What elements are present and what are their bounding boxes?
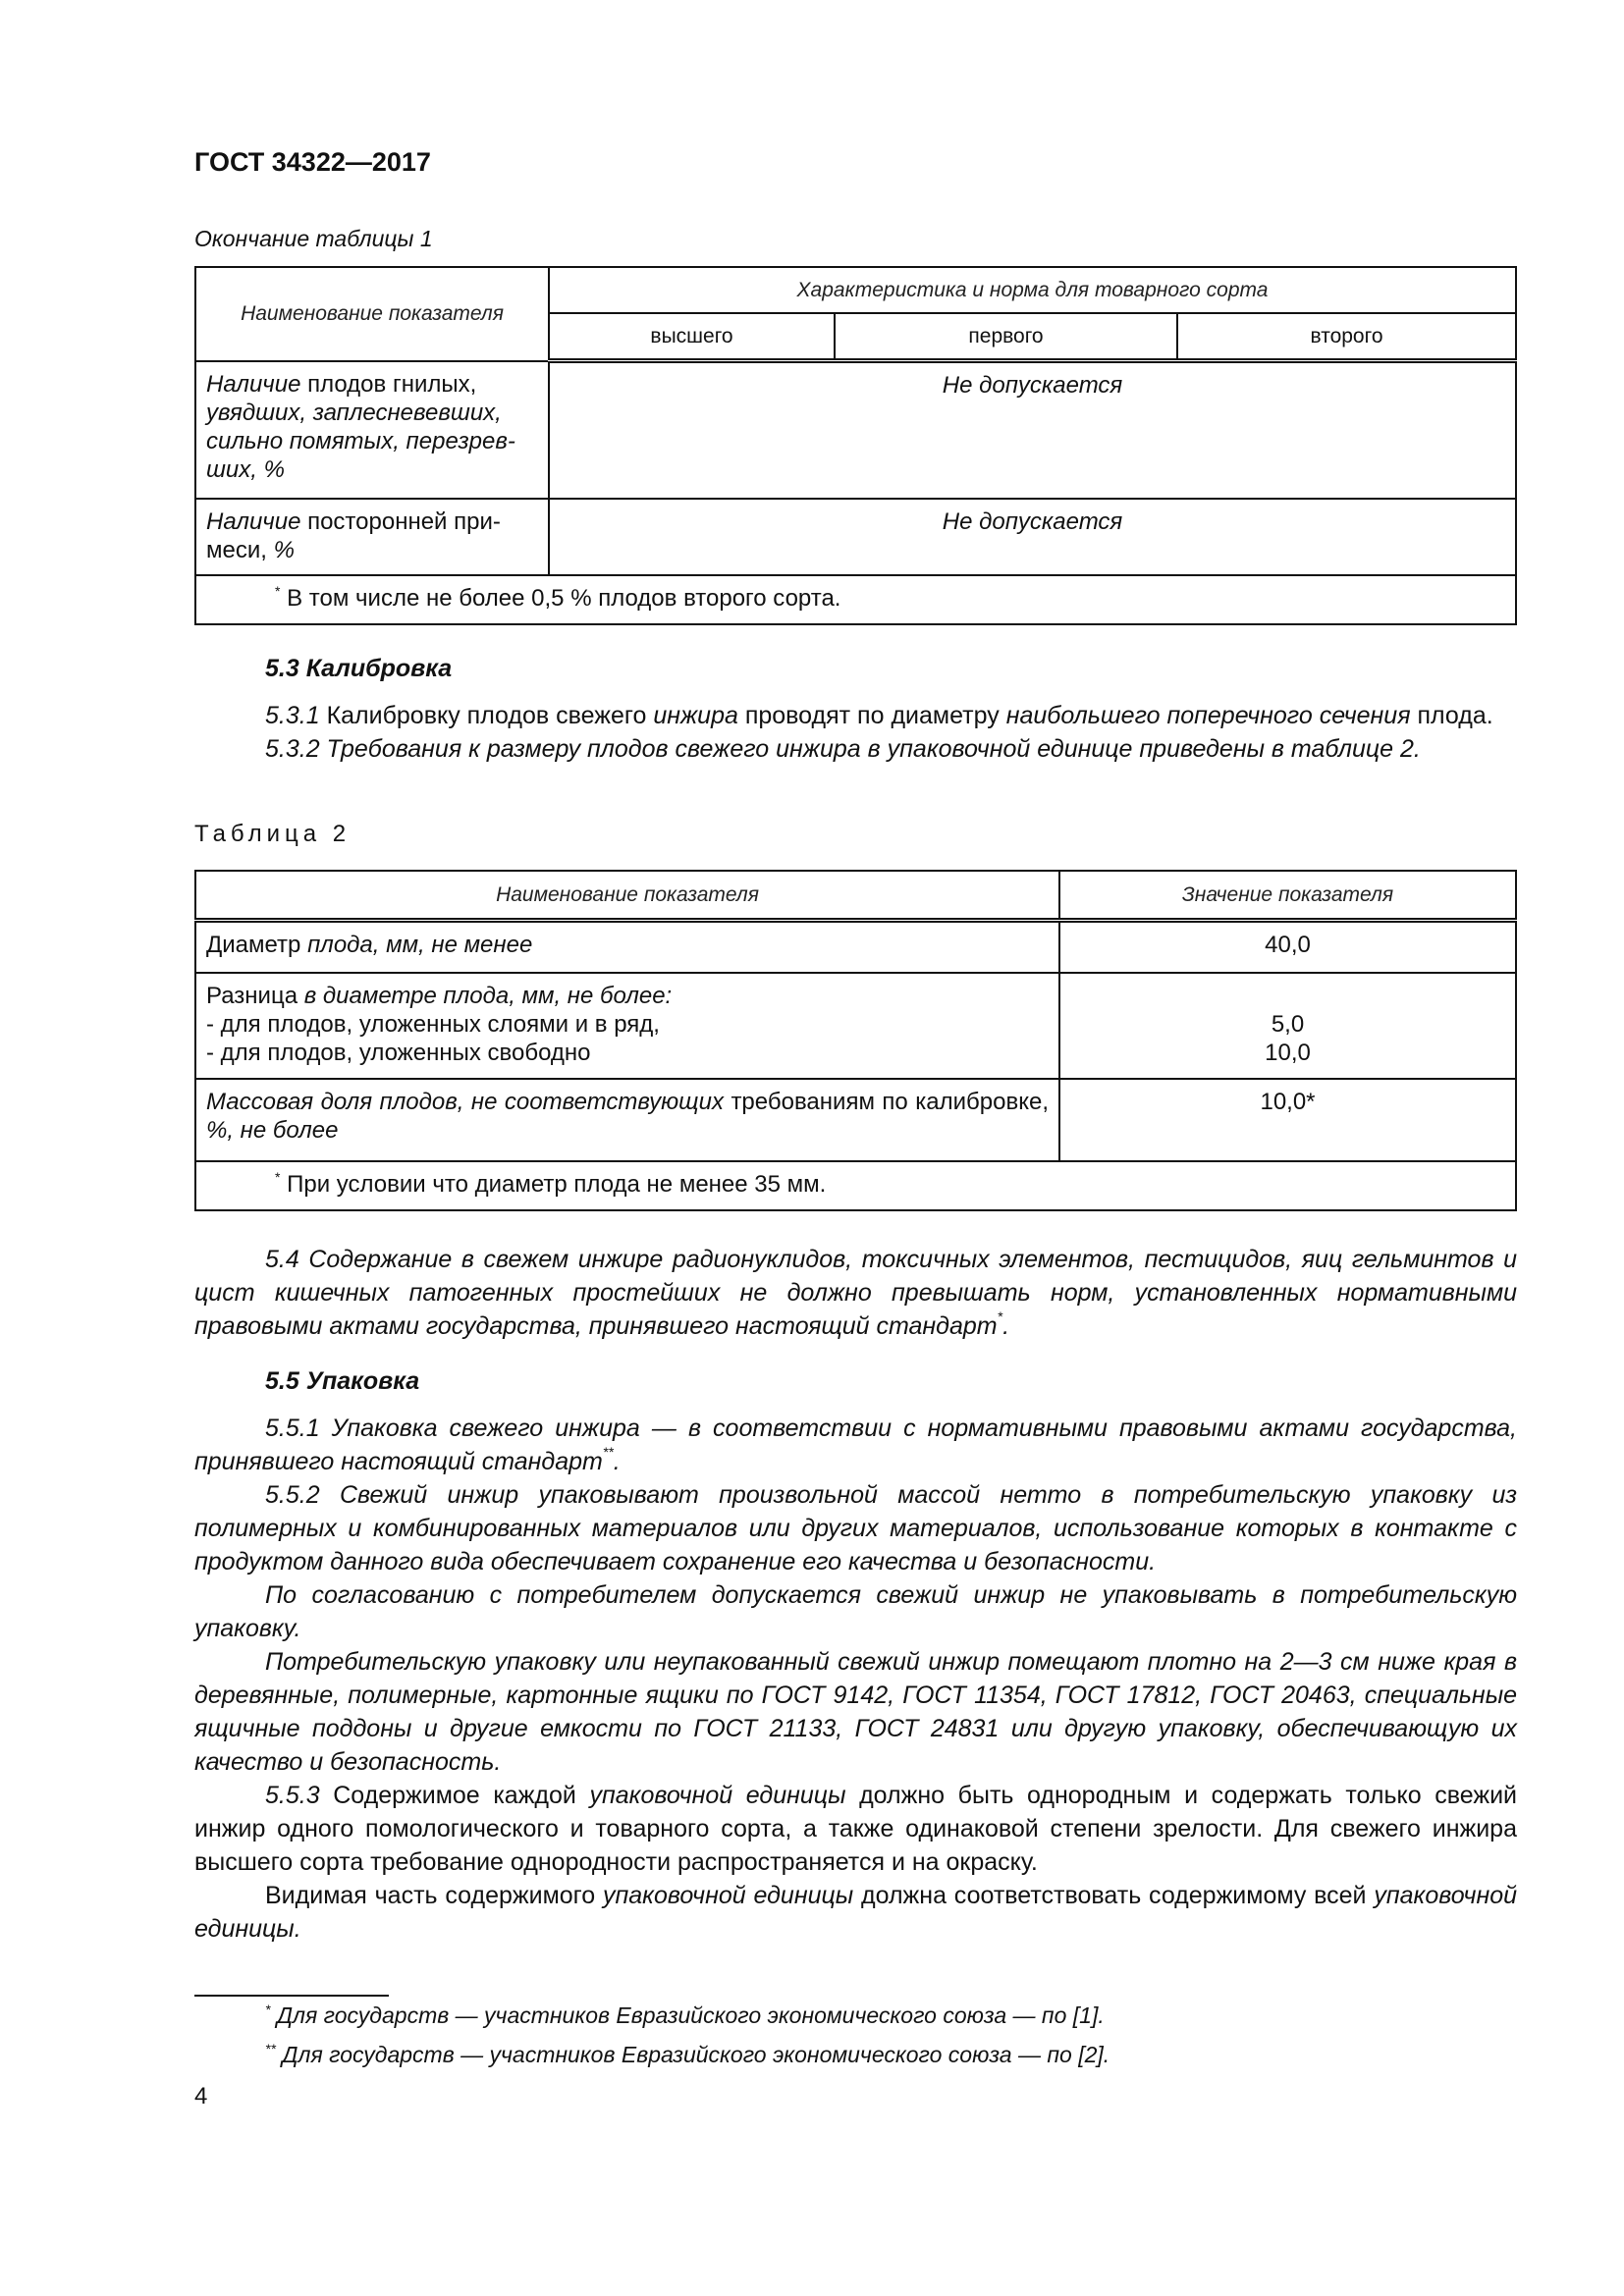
- table1-row-name: [195, 499, 549, 575]
- text-run: должна соответствовать содержимому всей: [853, 1882, 1375, 1909]
- table1-header-name: Наименование показателя: [195, 267, 549, 361]
- table2-row-name: [195, 920, 1059, 973]
- text-run: упаковочной единицы: [589, 1782, 846, 1809]
- section-5-5: [194, 1364, 1517, 1946]
- table1-header-grade: высшего: [549, 313, 835, 361]
- footnote-text: Для государств — участников Евразийского экономического союза — по [2].: [275, 2042, 1110, 2067]
- text-run: Видимая часть содержимого: [265, 1882, 603, 1909]
- paragraph: [194, 1478, 1517, 1578]
- page-number: 4: [194, 2083, 208, 2109]
- text-run: - для плодов, уложенных слоями и в ряд, - для плодов, уложенных свободно: [206, 1011, 660, 1066]
- table1-row-name: [195, 361, 549, 499]
- table2-row-name: [195, 1079, 1059, 1161]
- footnote-separator: [194, 1995, 389, 1997]
- text-run: 5.5.3: [265, 1782, 334, 1809]
- table1: [194, 266, 1517, 625]
- paragraph: [194, 699, 1517, 732]
- footnote-mark: *: [265, 2002, 271, 2017]
- text-run: проводят по диаметру: [737, 702, 1006, 729]
- footnote-text: В том числе не более 0,5 % плодов второго сорта.: [280, 584, 841, 612]
- table2-row-value: 10,0*: [1059, 1079, 1516, 1161]
- table1-header-grade: первого: [835, 313, 1177, 361]
- text-run: упаковочной единицы: [603, 1882, 854, 1909]
- table1-row-value: Не допускается: [549, 361, 1516, 499]
- text-run: 5.4 Содержание в свежем инжире радионуклидов, токсичных элементов, пестицидов, яиц гельминтов и цист кишечных патогенных простейших не должно превышать норм, установленных нормативными правовыми актами государства, принявшего настоящий стандарт: [194, 1246, 1517, 1340]
- document-header: ГОСТ 34322—2017: [194, 147, 431, 177]
- table1-caption: Окончание таблицы 1: [194, 226, 433, 251]
- paragraph-body: [194, 1415, 1517, 1475]
- text-run: 5.5.2 Свежий инжир упаковывают произвольной массой нетто в потребительскую упаковку из полимерных и комбинированных материалов или других материалов, использование которых в контакте с продуктом данного вида обеспечивает сохранение его качества и безопасности.: [194, 1481, 1517, 1575]
- paragraph: [194, 1879, 1517, 1946]
- text-run: %: [273, 536, 295, 563]
- footnote-ref: **: [602, 1444, 614, 1460]
- table1-header-group: Характеристика и норма для товарного сорта: [549, 267, 1516, 313]
- page-footnote: [194, 2042, 1110, 2068]
- section-5-3: [194, 652, 1517, 766]
- footnote-text: Для государств — участников Евразийского экономического союза — по [1].: [270, 2002, 1105, 2028]
- text-run: Наличие: [206, 370, 301, 398]
- text-run: Потребительскую упаковку или неупакованный свежий инжир помещают плотно на 2—3 см ниже края в деревянные, полимерные, картонные ящики по ГОСТ 9142, ГОСТ 11354, ГОСТ 17812, ГОСТ 20463, специальные ящичные поддоны и другие емкости по ГОСТ 21133, ГОСТ 24831 или другую упаковку, обеспечивающую их качество и безопасность.: [194, 1648, 1517, 1776]
- footnote-mark: *: [275, 582, 281, 599]
- table2-row-value: 40,0: [1059, 920, 1516, 973]
- text-run: Диаметр: [206, 931, 308, 958]
- paragraph: [194, 1243, 1517, 1343]
- footnote-text: При условии что диаметр плода не менее 35 мм.: [280, 1171, 827, 1198]
- text-run: требованиям по калибровке,: [723, 1089, 1049, 1115]
- table1-header-grade: второго: [1177, 313, 1516, 361]
- text-run: %, не более: [206, 1117, 339, 1144]
- table2-footnote: [195, 1161, 1516, 1210]
- text-run: 5.3.1: [265, 702, 327, 729]
- section-heading: 5.5 Упаковка: [265, 1367, 420, 1395]
- text-run: плода, мм, не менее: [307, 931, 533, 958]
- text-run: должно быть однородным и содержать только свежий инжир одного помологического и товарного сорта, а также одинаковой степени зрелости. Для свежего инжира высшего сорта требование однородности распространяется и на окраску.: [194, 1782, 1518, 1876]
- page-footnote: [194, 2002, 1105, 2029]
- paragraph-body: [194, 1246, 1517, 1340]
- text-run: Массовая доля плодов, не соответствующих: [206, 1089, 724, 1115]
- paragraph: [194, 732, 1517, 766]
- table2-row-name: [195, 973, 1059, 1079]
- footnote-mark: *: [275, 1169, 281, 1185]
- text-run: 5.3.2 Требования к размеру плодов свежего инжира в упаковочной единице приведены в таблице 2.: [265, 735, 1421, 763]
- text-run: посторонней примеси,: [206, 507, 501, 563]
- text-run: По согласованию с потребителем допускается свежий инжир не упаковывать в потребительскую упаковку.: [194, 1581, 1517, 1642]
- text-run: 5.5.1 Упаковка свежего инжира — в соответствии с нормативными правовыми актами государства, принявшего настоящий стандарт: [194, 1415, 1517, 1475]
- paragraph-end: .: [1002, 1312, 1010, 1340]
- table1-footnote: [195, 575, 1516, 624]
- text-run: плода.: [1410, 702, 1493, 729]
- text-run: Содержимое каждой: [333, 1782, 590, 1809]
- paragraph: [194, 1412, 1517, 1478]
- table1-row-value: Не допускается: [549, 499, 1516, 575]
- table2-header-value: Значение показателя: [1059, 871, 1516, 920]
- text-run: упаковочной единицы.: [194, 1882, 1518, 1943]
- table2-header-name: Наименование показателя: [195, 871, 1059, 920]
- text-run: увядших, заплесневевших, сильно помятых, перезревших, %: [206, 399, 515, 483]
- section-heading: 5.3 Калибровка: [265, 655, 453, 682]
- text-run: Калибровку плодов свежего: [326, 702, 654, 729]
- text-run: Разница: [206, 983, 304, 1009]
- text-run: инжира: [653, 702, 738, 729]
- section-5-4: [194, 1243, 1517, 1343]
- text-run: наибольшего поперечного сечения: [1005, 702, 1411, 729]
- paragraph: [194, 1779, 1517, 1879]
- text-run: в диаметре плода, мм, не более:: [303, 983, 673, 1009]
- footnote-mark: **: [265, 2041, 276, 2056]
- table2-caption: Таблица 2: [194, 821, 352, 847]
- paragraph: [194, 1578, 1517, 1645]
- text-run: плодов гнилых,: [300, 370, 477, 398]
- table2-row-value: 5,0 10,0: [1059, 973, 1516, 1079]
- paragraph: [194, 1645, 1517, 1779]
- text-run: Наличие: [206, 507, 301, 535]
- table2: [194, 870, 1517, 1211]
- paragraph-end: .: [613, 1448, 621, 1475]
- footnote-ref: *: [997, 1308, 1003, 1324]
